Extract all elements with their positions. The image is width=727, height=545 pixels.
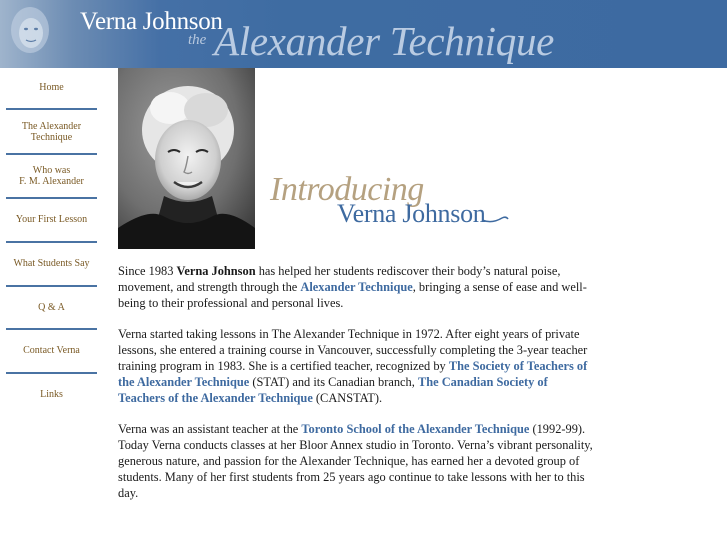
nav-divider — [6, 197, 97, 199]
nav-item-who-was-fm-alexander[interactable]: Who was F. M. Alexander — [19, 165, 84, 187]
verna-portrait-photo — [118, 68, 255, 249]
bio-paragraph-3: Verna was an assistant teacher at the Toronto School of the Alexander Technique (1992-99). Today Verna conducts classes at her Bloor Annex studio in Toronto. Verna’s vibrant personality, generous nature, and passion for the Alexander Technique, has earned her a devoted group of students. Many of her first students from 25 years ago continue to take lessons with her to this day. — [118, 422, 593, 500]
bio-paragraph-1: Since 1983 Verna Johnson has helped her students rediscover their body’s natural poise, movement, and strength through the Alexander Technique, bringing a sense of ease and well-being to their professional and personal lives. — [118, 264, 587, 310]
link-toronto-school[interactable]: Toronto School of the Alexander Technique — [301, 422, 530, 436]
nav-item-alexander-technique[interactable]: The Alexander Technique — [21, 121, 82, 143]
nav-divider — [6, 372, 97, 374]
site-title-article: the — [188, 32, 207, 48]
link-canstat[interactable]: The Canadian Society of Teachers of the Alexander Technique — [118, 375, 548, 405]
bio-paragraph-2: Verna started taking lessons in The Alexander Technique in 1972. After eight years of private lessons, she entered a training course in Vancouver, successfully completing the 3-year teacher training program in 1983. She is a certified teacher, recognized by The Society of Teachers of the Alexander Technique (STAT) and its Canadian branch, The Canadian Society of Teachers of the Alexander Technique (CANSTAT). — [118, 327, 588, 405]
site-title: Alexander Technique — [214, 18, 555, 64]
nav-item-first-lesson[interactable]: Your First Lesson — [15, 214, 88, 225]
header-portrait-image — [2, 0, 60, 58]
site-header — [0, 0, 727, 68]
nav-divider — [6, 285, 97, 287]
heading-swash-ornament — [480, 210, 510, 226]
nav-divider — [6, 153, 97, 155]
link-stat[interactable]: The Society of Teachers of the Alexander Technique — [118, 359, 588, 389]
intro-heading-name: Verna Johnson — [337, 199, 486, 228]
nav-divider — [6, 328, 97, 330]
nav-item-links[interactable]: Links — [40, 389, 63, 400]
nav-divider — [6, 241, 97, 243]
name-emphasis: Verna Johnson — [176, 264, 256, 278]
nav-item-q-and-a[interactable]: Q & A — [38, 302, 65, 313]
nav-divider — [6, 108, 97, 110]
nav-item-contact[interactable]: Contact Verna — [23, 345, 80, 356]
site-owner-name: Verna Johnson — [80, 8, 223, 35]
nav-item-students-say[interactable]: What Students Say — [13, 258, 90, 269]
nav-item-home[interactable]: Home — [39, 82, 64, 93]
intro-heading-introducing: Introducing — [270, 171, 424, 208]
link-alexander-technique[interactable]: Alexander Technique — [300, 280, 413, 294]
